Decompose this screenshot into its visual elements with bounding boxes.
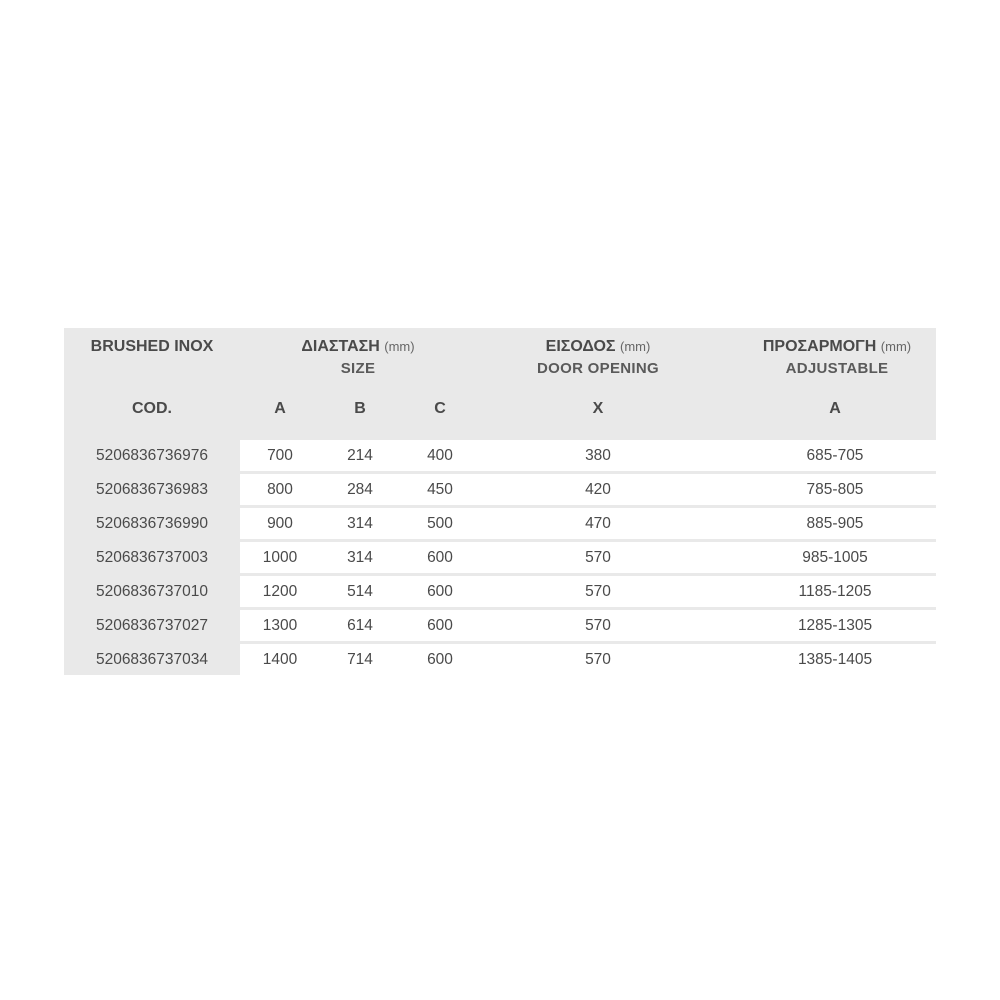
size-subtitle: SIZE: [340, 360, 376, 377]
row-size-b: 214: [347, 447, 373, 464]
door-unit: (mm): [619, 339, 651, 354]
row-size-c: 450: [427, 481, 453, 498]
row-size-c: 600: [427, 583, 453, 600]
door-group-header: [476, 336, 720, 380]
size-group-header: [240, 336, 476, 380]
row-size-a: 800: [267, 481, 293, 498]
row-size-a: 900: [267, 515, 293, 532]
row-size-b: 314: [347, 515, 373, 532]
column-header-a: A: [274, 400, 286, 417]
table-row: [64, 508, 936, 539]
table-body: [64, 440, 936, 675]
row-door-x: 570: [585, 549, 611, 566]
row-size-a: 1000: [262, 549, 298, 566]
row-size-b: 614: [347, 617, 373, 634]
row-code: 5206836736990: [64, 508, 240, 539]
row-code: 5206836737010: [64, 576, 240, 607]
door-subtitle: DOOR OPENING: [537, 360, 659, 377]
adjustable-subtitle: ADJUSTABLE: [785, 360, 889, 377]
row-door-x: 470: [585, 515, 611, 532]
row-size-a: 1200: [262, 583, 298, 600]
adjustable-group-header: [720, 336, 954, 380]
table-header: [64, 328, 936, 440]
row-size-a: 700: [267, 447, 293, 464]
table-row: [64, 610, 936, 641]
table-row: [64, 576, 936, 607]
adjustable-title: ΠΡΟΣΑΡΜΟΓΗ: [762, 338, 877, 355]
row-adjustable: 1285-1305: [797, 617, 873, 634]
row-door-x: 420: [585, 481, 611, 498]
row-adjustable: 1385-1405: [797, 651, 873, 668]
row-code: 5206836736976: [64, 440, 240, 471]
row-size-c: 400: [427, 447, 453, 464]
brand-title: BRUSHED INOX: [90, 338, 214, 355]
row-size-b: 514: [347, 583, 373, 600]
table-row: [64, 542, 936, 573]
row-adjustable: 785-805: [806, 481, 864, 498]
row-adjustable: 985-1005: [802, 549, 868, 566]
product-spec-table: [64, 328, 936, 675]
row-door-x: 570: [585, 617, 611, 634]
table-row: [64, 474, 936, 505]
row-adjustable: 885-905: [806, 515, 864, 532]
table-row: [64, 440, 936, 471]
size-title: ΔΙΑΣΤΑΣΗ: [301, 338, 380, 355]
row-size-c: 600: [427, 549, 453, 566]
row-adjustable: 1185-1205: [798, 583, 872, 600]
row-size-b: 314: [347, 549, 373, 566]
column-header-adjustable-a: A: [829, 400, 841, 417]
row-adjustable: 685-705: [806, 447, 864, 464]
row-door-x: 570: [585, 651, 611, 668]
row-code: 5206836737003: [64, 542, 240, 573]
row-code: 5206836737027: [64, 610, 240, 641]
row-size-c: 500: [427, 515, 453, 532]
row-size-a: 1400: [262, 651, 298, 668]
row-code: 5206836736983: [64, 474, 240, 505]
row-size-c: 600: [427, 617, 453, 634]
row-door-x: 570: [585, 583, 611, 600]
column-header-code: COD.: [132, 400, 172, 417]
table-row: [64, 644, 936, 675]
column-header-x: X: [592, 400, 604, 417]
size-unit: (mm): [384, 339, 415, 354]
row-size-b: 714: [347, 651, 373, 668]
column-header-b: B: [354, 400, 366, 417]
row-size-b: 284: [347, 481, 373, 498]
row-size-c: 600: [427, 651, 453, 668]
adjustable-unit: (mm): [880, 339, 912, 354]
row-door-x: 380: [585, 447, 611, 464]
door-title: ΕΙΣΟΔΟΣ: [545, 338, 616, 355]
column-header-c: C: [434, 400, 446, 417]
row-code: 5206836737034: [64, 644, 240, 675]
row-size-a: 1300: [262, 617, 298, 634]
